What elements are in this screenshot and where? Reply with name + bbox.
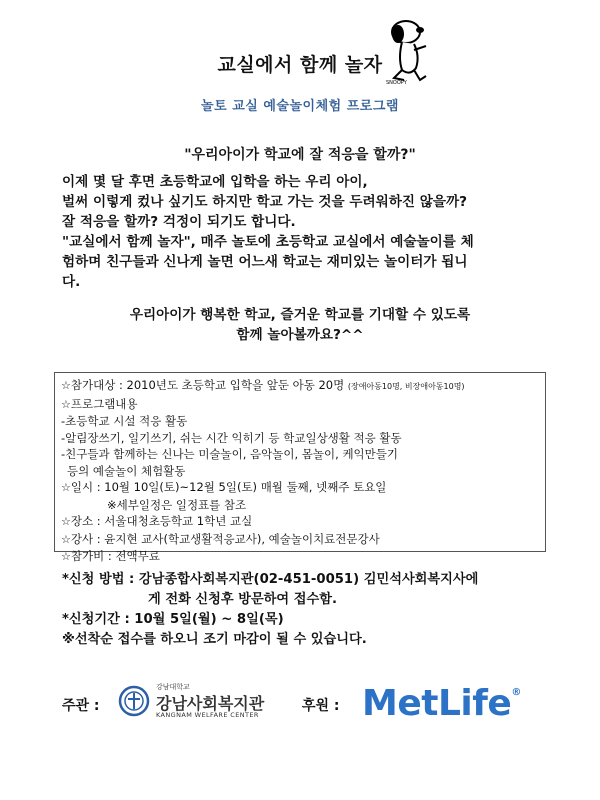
closing-line: 함께 놀아볼까요?^^	[236, 327, 364, 343]
star-icon: ☆	[61, 515, 71, 528]
host-org-english: KANGNAM WELFARE CENTER	[156, 711, 259, 719]
star-icon: ☆	[61, 481, 71, 494]
application-info	[62, 570, 562, 650]
star-icon: ☆	[61, 379, 71, 392]
intro-line: "교실에서 함께 놀자", 매주 놀토에 초등학교 교실에서 예술놀이를 체	[62, 234, 474, 250]
info-fee: ☆참가비 : 전액무료	[61, 549, 160, 563]
apply-period: *신청기간 : 10월 5일(월) ~ 8일(목)	[62, 612, 284, 627]
info-target: ☆참가대상 : 2010년도 초등학교 입학을 앞둔 아동 20명 (장애아동10명, 비장애아동10명)	[61, 378, 465, 392]
intro-line: 잘 적응을 할까? 걱정이 되기도 합니다.	[62, 214, 296, 230]
metlife-logo	[362, 683, 521, 724]
info-target-note: (장애아동10명, 비장애아동10명)	[347, 382, 465, 391]
closing-line: 우리아이가 행복한 학교, 즐거운 학교를 기대할 수 있도록	[129, 307, 471, 323]
page-subtitle: 놀토 교실 예술놀이체험 프로그램	[201, 99, 399, 114]
info-instructor: ☆강사 : 윤지현 교사(학교생활적응교사), 예술놀이치료전문강사	[61, 531, 380, 546]
intro-quote: "우리아이가 학교에 잘 적응을 할까?"	[184, 147, 416, 163]
host-label: 주관 :	[62, 698, 100, 714]
seal-icon	[118, 685, 150, 717]
info-program-item: -알림장쓰기, 일기쓰기, 쉬는 시간 익히기 등 학교일상생활 적응 활동	[61, 430, 402, 445]
host-org-name: 강남사회복지관	[156, 694, 265, 713]
info-schedule: ☆일시 : 10월 10일(토)~12월 5일(토) 매월 둘째, 넷째주 토요일	[61, 480, 387, 494]
star-icon: ☆	[61, 550, 71, 563]
intro-line: 험하며 친구들과 신나게 놀면 어느새 학교는 재미있는 놀이터가 됩니	[62, 254, 468, 270]
sponsor-name: MetLife	[362, 683, 512, 724]
intro-line: 벌써 이렇게 컸나 싶기도 하지만 학교 가는 것을 두려워하진 않을까?	[62, 194, 468, 210]
svg-text:SNOOPY: SNOOPY	[386, 80, 407, 86]
intro-line: 다.	[62, 274, 81, 290]
info-program-item: -초등학교 시설 적응 활동	[61, 414, 188, 428]
star-icon: ☆	[61, 532, 71, 546]
intro-paragraph	[62, 172, 542, 292]
page-title: 교실에서 함께 놀자	[217, 54, 383, 76]
info-program-item: -친구들과 함께하는 신나는 미술놀이, 음악놀이, 몸놀이, 케익만들기	[61, 447, 398, 461]
apply-notice: ※선착순 접수를 하오니 조기 마감이 될 수 있습니다.	[62, 632, 367, 647]
apply-method-cont: 게 전화 신청후 방문하여 접수함.	[148, 592, 337, 607]
program-info-box	[54, 372, 546, 563]
host-university: 강남대학교	[156, 683, 190, 691]
closing-message	[0, 305, 600, 345]
apply-method: *신청 방법 : 강남종합사회복지관(02-451-0051) 김민석사회복지사에	[62, 572, 479, 587]
info-program-header: ☆프로그램내용	[61, 396, 138, 411]
info-schedule-note: ※세부일정은 일정표를 참조	[107, 497, 247, 512]
info-program-item: 등의 예술놀이 체험활동	[67, 463, 186, 478]
registered-mark: ®	[511, 687, 521, 698]
snoopy-illustration	[376, 18, 432, 86]
info-place: ☆장소 : 서울대청초등학교 1학년 교실	[61, 514, 253, 528]
gangnam-welfare-logo	[118, 682, 283, 726]
sponsor-label: 후원 :	[302, 698, 340, 714]
star-icon: ☆	[61, 397, 71, 411]
intro-line: 이제 몇 달 후면 초등학교에 입학을 하는 우리 아이,	[62, 174, 368, 190]
